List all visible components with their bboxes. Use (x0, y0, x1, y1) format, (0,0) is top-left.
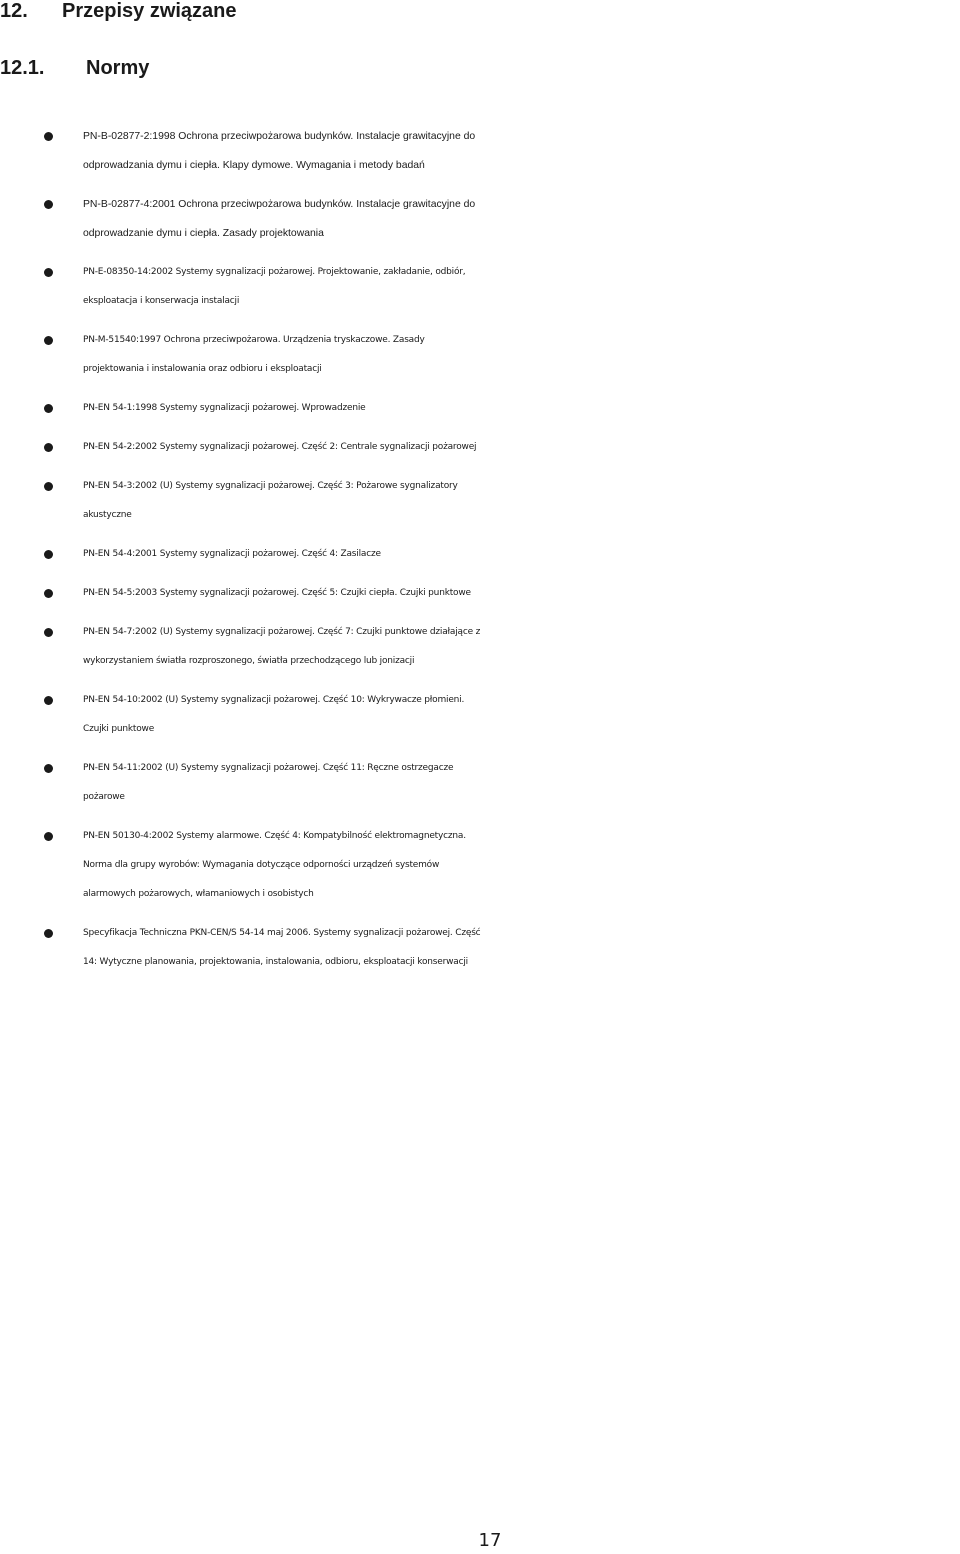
list-item-line: alarmowych pożarowych, włamaniowych i osobistych (83, 889, 314, 899)
subsection-title: Normy (86, 57, 150, 79)
list-item-line: PN-EN 54-7:2002 (U) Systemy sygnalizacji pożarowej. Część 7: Czujki punktowe działające z (83, 627, 481, 637)
list-item (0, 326, 960, 384)
list-item (0, 822, 960, 909)
bullet-icon (44, 200, 53, 209)
list-item-line: PN-EN 54-3:2002 (U) Systemy sygnalizacji pożarowej. Część 3: Pożarowe sygnalizatory (83, 481, 458, 491)
list-item (0, 919, 960, 977)
bullet-icon (44, 482, 53, 491)
list-item (0, 579, 960, 608)
section-title: Przepisy związane (62, 0, 237, 22)
list-item-line: PN-B-02877-2:1998 Ochrona przeciwpożarowa budynków. Instalacje grawitacyjne do (83, 131, 476, 142)
list-item-line: Norma dla grupy wyrobów: Wymagania dotyczące odporności urządzeń systemów (83, 860, 440, 870)
bullet-icon (44, 832, 53, 841)
subsection-number: 12.1. (0, 57, 45, 79)
bullet-icon (44, 589, 53, 598)
list-item-line: PN-EN 50130-4:2002 Systemy alarmowe. Część 4: Kompatybilność elektromagnetyczna. (83, 831, 466, 841)
list-item-line: akustyczne (83, 510, 132, 520)
bullet-icon (44, 268, 53, 277)
list-item (0, 258, 960, 316)
bullet-icon (44, 628, 53, 637)
list-item-line: eksploatacja i konserwacja instalacji (83, 296, 240, 306)
list-item-line: wykorzystaniem światła rozproszonego, światła przechodzącego lub jonizacji (83, 656, 415, 666)
list-item (0, 122, 960, 180)
standards-list (0, 122, 960, 987)
list-item (0, 472, 960, 530)
list-item-line: PN-M-51540:1997 Ochrona przeciwpożarowa. Urządzenia tryskaczowe. Zasady (83, 335, 425, 345)
list-item-line: PN-EN 54-11:2002 (U) Systemy sygnalizacji pożarowej. Część 11: Ręczne ostrzegacze (83, 763, 454, 773)
section-number: 12. (0, 0, 28, 22)
list-item (0, 686, 960, 744)
list-item-line: odprowadzania dymu i ciepła. Klapy dymowe. Wymagania i metody badań (83, 160, 425, 171)
bullet-icon (44, 550, 53, 559)
bullet-icon (44, 764, 53, 773)
list-item-line: Czujki punktowe (83, 724, 155, 734)
bullet-icon (44, 443, 53, 452)
list-item-line: PN-EN 54-1:1998 Systemy sygnalizacji pożarowej. Wprowadzenie (83, 403, 366, 413)
list-item (0, 394, 960, 423)
list-item (0, 618, 960, 676)
list-item-line: PN-EN 54-5:2003 Systemy sygnalizacji pożarowej. Część 5: Czujki ciepła. Czujki punktowe (83, 588, 471, 598)
list-item-line: PN-EN 54-10:2002 (U) Systemy sygnalizacji pożarowej. Część 10: Wykrywacze płomieni. (83, 695, 465, 705)
subsection-heading (0, 57, 149, 80)
list-item-line: pożarowe (83, 792, 125, 802)
list-item-line: PN-EN 54-2:2002 Systemy sygnalizacji pożarowej. Część 2: Centrale sygnalizacji pożarowej (83, 442, 477, 452)
bullet-icon (44, 336, 53, 345)
bullet-icon (44, 929, 53, 938)
list-item-line: 14: Wytyczne planowania, projektowania, instalowania, odbioru, eksploatacji konserwacji (83, 957, 468, 967)
list-item-line: PN-E-08350-14:2002 Systemy sygnalizacji pożarowej. Projektowanie, zakładanie, odbiór, (83, 267, 466, 277)
list-item-line: Specyfikacja Techniczna PKN-CEN/S 54-14 maj 2006. Systemy sygnalizacji pożarowej. Część (83, 928, 481, 938)
list-item-line: projektowania i instalowania oraz odbioru i eksploatacji (83, 364, 322, 374)
list-item (0, 190, 960, 248)
list-item (0, 540, 960, 569)
section-heading (0, 0, 237, 23)
bullet-icon (44, 696, 53, 705)
page-number: 17 (478, 1530, 502, 1551)
list-item (0, 754, 960, 812)
list-item-line: PN-B-02877-4:2001 Ochrona przeciwpożarowa budynków. Instalacje grawitacyjne do (83, 199, 476, 210)
list-item (0, 433, 960, 462)
list-item-line: odprowadzanie dymu i ciepła. Zasady projektowania (83, 228, 324, 239)
bullet-icon (44, 132, 53, 141)
list-item-line: PN-EN 54-4:2001 Systemy sygnalizacji pożarowej. Część 4: Zasilacze (83, 549, 381, 559)
bullet-icon (44, 404, 53, 413)
